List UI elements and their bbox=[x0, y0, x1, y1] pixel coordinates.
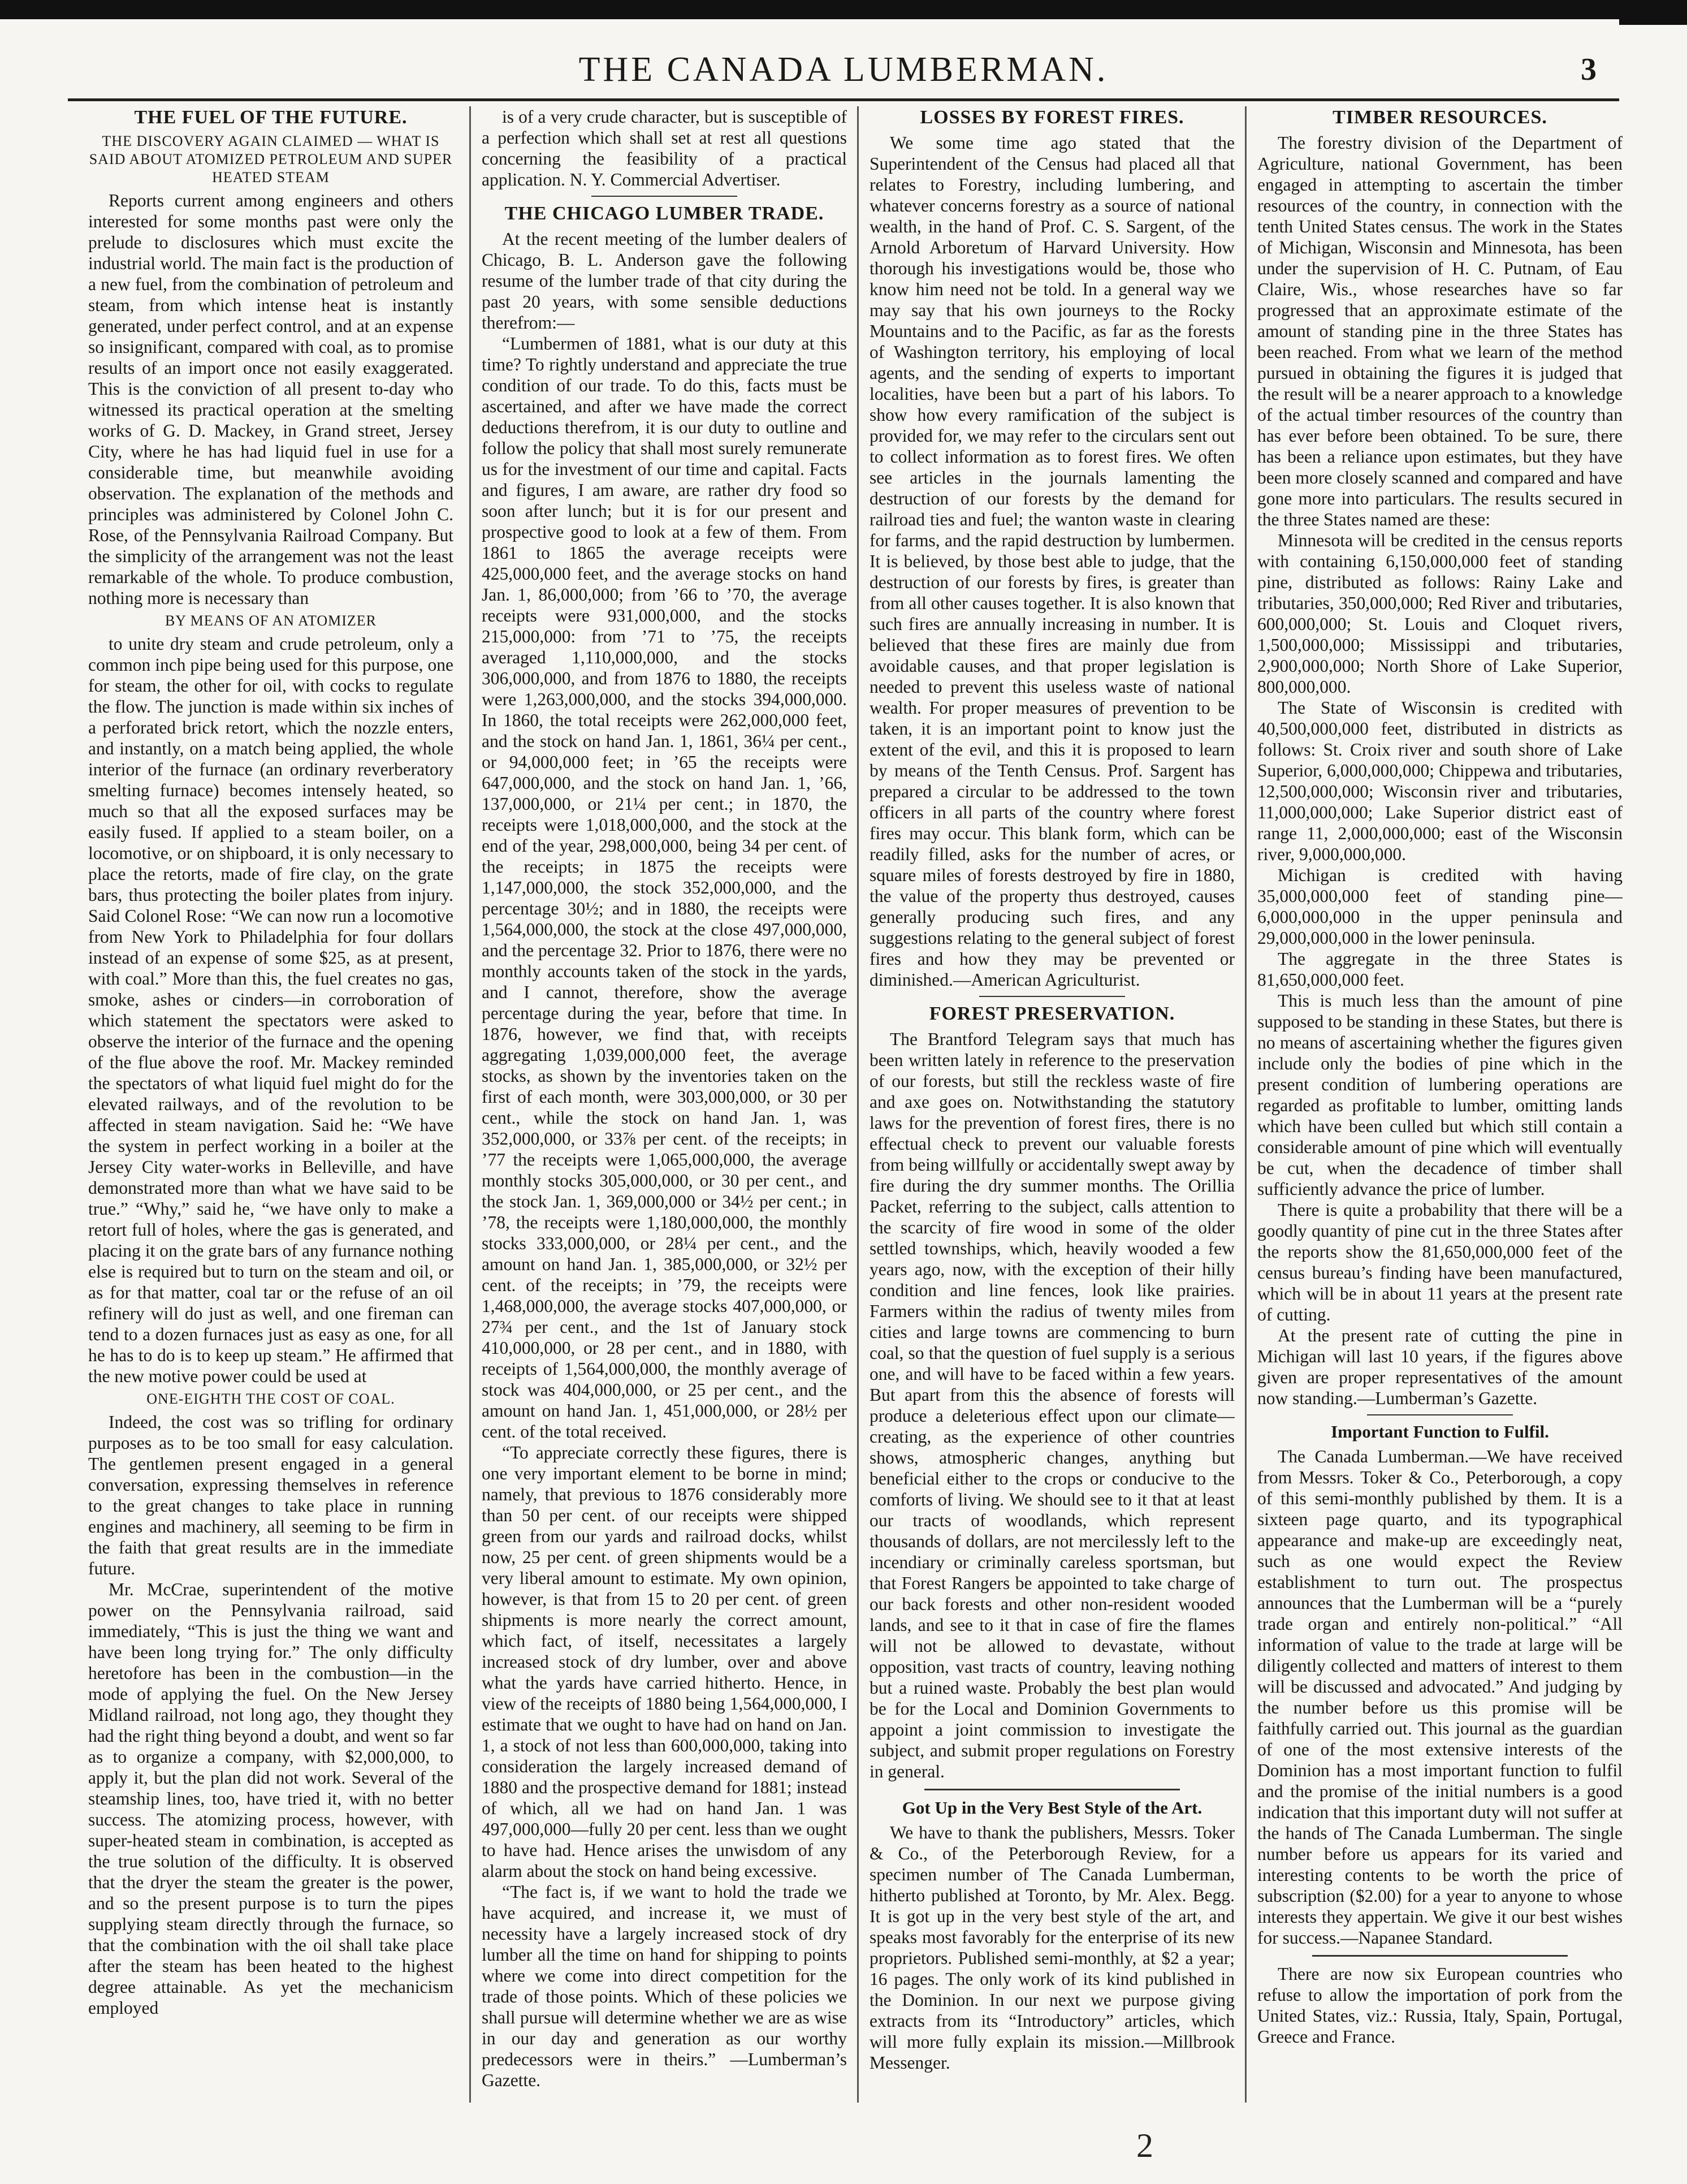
column-divider bbox=[857, 106, 859, 2103]
section-subhead: BY MEANS OF AN ATOMIZER bbox=[165, 612, 377, 629]
article-paragraph: At the recent meeting of the lumber dealers of Chicago, B. L. Anderson gave the following resume of the lumber trade of that city during the past 20 years, with some sensible deductions therefrom:— bbox=[482, 229, 847, 333]
article-paragraph: There are now six European countries who refuse to allow the importation of pork from the United States, viz.: Russia, Italy, Spain, Portugal, Greece and France. bbox=[1257, 1964, 1623, 2047]
article-paragraph: Reports current among engineers and others interested for some months past were only the prelude to disclosures which must excite the industrial world. The main fact is the production of a new fuel, from the combination of petroleum and steam, from which intense heat is instantly generated, under perfect control, and at an expense so insignificant, compared with coal, as to promise results of an import once not easily exaggerated. This is the conviction of all present to-day who witnessed its practical operation at the smelting works of G. D. Mackey, in Grand street, Jersey City, where he has had liquid fuel in use for a considerable time, but meanwhile avoiding observation. The explanation of the methods and principles was administered by Colonel John C. Rose, of the Pennsylvania Railroad Company. But the simplicity of the arrangement was not the least remarkable of the whole. To produce combustion, nothing more is necessary than bbox=[88, 191, 453, 608]
article-paragraph: Indeed, the cost was so trifling for ordinary purposes as to be too small for easy calculation. The gentlemen present engaged in a general conversation, expressing themselves in reference to the great changes to take place in running engines and machinery, all seeming to be firm in the faith that great results are in the immediate future. bbox=[88, 1412, 453, 1578]
column-divider bbox=[469, 106, 471, 2103]
article-paragraph: The Canada Lumberman.—We have received from Messrs. Toker & Co., Peterborough, a copy of this semi-monthly published by them. It is a sixteen page quarto, and its typographical appearance and make-up are exceedingly neat, such as one would expect the Review establishment to turn out. The prospectus announces that the Lumberman will be a “purely trade organ and entirely non-political.” “All information of value to the trade at large will be diligently collected and matters of interest to them will be discussed and advocated.” And judging by the number before us this promise will be faithfully carried out. This journal as the guardian of one of the most extensive interests of the Dominion has a most important function to fulfil and the promise of the initial numbers is a good indication that this important duty will not suffer at the hands of The Canada Lumberman. The single number before us appears for its varied and interesting contents to be worth the price of subscription ($2.00) for a year to anyone to whose interests they appertain. We give it our best wishes for success.—Napanee Standard. bbox=[1257, 1447, 1623, 1948]
page-header bbox=[85, 44, 1602, 95]
footer-mark: 2 bbox=[1136, 2127, 1153, 2164]
column-2 bbox=[482, 106, 847, 2108]
article-title: THE FUEL OF THE FUTURE. bbox=[134, 107, 408, 128]
column-divider bbox=[1245, 106, 1247, 2103]
article-divider bbox=[591, 196, 737, 197]
article-divider bbox=[1312, 1955, 1568, 1957]
top-border-tail bbox=[1619, 19, 1687, 25]
article-paragraph: is of a very crude character, but is susceptible of a perfection which shall set at rest all questions concerning the feasibility of a practical application. N. Y. Commercial Advertiser. bbox=[482, 107, 847, 189]
article-paragraph: “Lumbermen of 1881, what is our duty at this time? To rightly understand and appreciate the true condition of our trade. To do this, facts must be ascertained, and after we have made the correct deductions therefrom, it is our duty to outline and follow the policy that shall most surely remunerate us for the investment of our time and capital. Facts and figures, I am aware, are rather dry food so soon after lunch; but it is for our present and prospective good to look at a few of them. From 1861 to 1865 the average receipts were 425,000,000 feet, and the average stocks on hand Jan. 1, 86,000,000; from ’66 to ’70, the average receipts were 931,000,000, and the stocks 215,000,000: from ’71 to ’75, the receipts averaged 1,110,000,000, and the stocks 306,000,000, and from 1876 to 1880, the receipts were 1,263,000,000, and the stocks 394,000,000. In 1860, the total receipts were 262,000,000 feet, and the stock on hand Jan. 1, 1861, 36¼ per cent., or 94,000,000 feet; in ’65 the receipts were 647,000,000, and the stock on hand Jan. 1, ’66, 137,000,000, or 21¼ per cent.; in 1870, the receipts were 1,018,000,000, and the stock at the end of the year, 298,000,000, being 34 per cent. of the receipts; in 1875 the receipts were 1,147,000,000, the stock 352,000,000, and the percentage 30½; and in 1880, the receipts were 1,564,000,000, the stock at the close 497,000,000, and the percentage 32. Prior to 1876, there were no monthly accounts taken of the stock in the yards, and I cannot, therefore, show the average percentage during the year, before that time. In 1876, however, we find that, with receipts aggregating 1,039,000,000 feet, the average stocks, as shown by the inventories taken on the first of each month, were 303,000,000, or 30 per cent., while the stock on hand Jan. 1, was 352,000,000, or 33⅞ per cent. of the receipts; in ’77 the receipts were 1,065,000,000, the average monthly stocks 305,000,000, or 30 per cent., and the stock Jan. 1, 369,000,000 or 34½ per cent.; in ’78, the receipts were 1,180,000,000, the monthly stocks 333,000,000, or 28¼ per cent., and the amount on hand Jan. 1, 385,000,000, or 32½ per cent. of the receipts; in ’79, the receipts were 1,468,000,000, the average stocks 407,000,000, or 27¾ per cent., and the 1st of January stock 410,000,000, or 28 per cent., and in 1880, with receipts of 1,564,000,000, the monthly average of stock was 404,000,000, or 25 per cent., and the amount on hand Jan. 1, 451,000,000, or 28½ per cent. of the total received. bbox=[482, 334, 847, 1441]
column-1 bbox=[88, 106, 453, 2108]
article-paragraph: to unite dry steam and crude petroleum, only a common inch pipe being used for this purpose, one for steam, the other for oil, with cocks to regulate the flow. The junction is made within six inches of a perforated brick retort, which the nozzle enters, and instantly, on a match being applied, the whole interior of the furnace (an ordinary reverberatory smelting furnace) becomes intensely heated, so much so that all the exposed surfaces may be easily fused. If applied to a steam boiler, on a locomotive, or on shipboard, it is only necessary to place the retorts, made of fire clay, on the grate bars, thus protecting the boiler plates from injury. Said Colonel Rose: “We can now run a locomotive from New York to Philadelphia for four dollars instead of an expense of some $25, as at present, with coal.” More than this, the fuel creates no gas, smoke, ashes or cinders—in corroboration of which statement the spectators were asked to observe the interior of the furnace and the opening of the flue above the roof. Mr. Mackey reminded the spectators of what liquid fuel might do for the elevated railways, and of the revolution to be affected in steam navigation. Said he: “We have the system in perfect working in a boiler at the Jersey City water-works in Belleville, and have demonstrated more than what we have said to be true.” “Why,” said he, “we have only to make a retort full of holes, where the gas is generated, and placing it on the grate bars of any furnance nothing else is required but to turn on the steam and oil, or as for that matter, coal tar or the refuse of an oil refinery will do just as well, and one fireman can tend to a dozen furnaces just as easy as one, for all he has to do is to keep up steam.” He affirmed that the new motive power could be used at bbox=[88, 634, 453, 1386]
article-paragraph: This is much less than the amount of pine supposed to be standing in these States, but there is no means of ascertaining whether the figures given include only the bodies of pine which in the present condition of lumbering operations are regarded as profitable to lumber, omitting lands which have been culled but which still contain a considerable amount of pine which will eventually be cut, when the decadence of timber shall sufficiently advance the price of lumber. bbox=[1257, 991, 1623, 1199]
masthead-title: THE CANADA LUMBERMAN. bbox=[578, 50, 1109, 89]
article-subtitle: THE DISCOVERY AGAIN CLAIMED — WHAT IS SAID ABOUT ATOMIZED PETROLEUM AND SUPER HEATED STEAM bbox=[89, 133, 453, 185]
article-paragraph: The State of Wisconsin is credited with 40,500,000,000 feet, distributed in districts as follows: St. Croix river and south shore of Lake Superior, 6,000,000,000; Chippewa and tributaries, 12,500,000,000; Wisconsin river and tributaries, 11,000,000,000; Lake Superior district east of range 11, 2,000,000,000; east of the Wisconsin river, 9,000,000,000. bbox=[1257, 698, 1623, 864]
article-paragraph: The forestry division of the Department of Agriculture, national Government, has been engaged in attempting to ascertain the timber resources of the country, in connection with the tenth United States census. The work in the States of Michigan, Wisconsin and Minnesota, has been under the supervision of H. C. Putnam, of Eau Claire, Wis., whose researches have so far progressed that an approximate estimate of the amount of standing pine in the three States has been reached. From what we learn of the method pursued in obtaining the figures it is judged that the result will be a nearer approach to a knowledge of the actual timber resources of the country than has ever before been obtained. To be sure, there has been a reliance upon estimates, but they have been more closely scanned and compared and have gone more into particulars. The results secured in the three States named are these: bbox=[1257, 133, 1623, 529]
article-paragraph: Minnesota will be credited in the census reports with containing 6,150,000,000 feet of standing pine, distributed as follows: Rainy Lake and tributaries, 350,000,000; Red River and tributaries, 600,000,000; St. Louis and Cloquet rivers, 1,500,000,000; Mississippi and tributaries, 2,900,000,000; North Shore of Lake Superior, 800,000,000. bbox=[1257, 530, 1623, 697]
article-paragraph: We some time ago stated that the Superintendent of the Census had placed all that relates to Forestry, including lumbering, and whatever concerns forestry as a source of national wealth, in the hand of Prof. C. S. Sargent, of the Arnold Arboretum of Harvard University. How thorough his investigations would be, those who know him need not be told. In a general way we may say that his own journeys to the Rocky Mountains and to the Pacific, as far as the forests of Washington territory, his employing of local agents, and the sending of experts to important localities, have been but a part of his labors. To show how every ramification of the subject is provided for, we may refer to the circulars sent out to collect information as to forest fires. We often see articles in the journals lamenting the destruction of our forests by the demand for railroad ties and fuel; the wanton waste in clearing for farms, and the rapid destruction by lumbermen. It is believed, by those best able to judge, that the destruction of our forests by fires, is greater than from all other causes together. It is also known that such fires are annually increasing in number. It is believed that these fires are mainly due from avoidable causes, and that proper legislation is needed to prevent this useless waste of national wealth. For proper measures of prevention to be taken, it is an important point to know just the extent of the evil, and this it is proposed to learn by means of the Tenth Census. Prof. Sargent has prepared a circular to be addressed to the town officers in all parts of the country where forest fires may occur. This blank form, which can be readily filled, asks for the number of acres, or square miles of forests destroyed by fire in 1880, the value of the property thus destroyed, causes generally producing such fires, and any suggestions relating to the general subject of forest fires and how they may be prevented or diminished.—American Agriculturist. bbox=[870, 133, 1235, 990]
top-border-bar bbox=[0, 0, 1687, 19]
article-title: THE CHICAGO LUMBER TRADE. bbox=[504, 203, 824, 224]
column-4 bbox=[1257, 106, 1623, 2108]
article-paragraph: “The fact is, if we want to hold the trade we have acquired, and increase it, we must of necessity have a largely increased stock of dry lumber all the time on hand for shipping to points where we come into direct competition for the trade of those points. Which of these policies we shall pursue will determine whether we are as wise in our day and generation as our worthy predecessors were in theirs.” —Lumberman’s Gazette. bbox=[482, 1882, 847, 2090]
article-paragraph: Mr. McCrae, superintendent of the motive power on the Pennsylvania railroad, said immediately, “This is just the thing we want and have been long trying for.” The only difficulty heretofore has been in the combustion—in the mode of applying the fuel. On the New Jersey Midland railroad, not long ago, they thought they had the right thing beyond a doubt, and went so far as to organize a company, with $2,000,000, to apply it, but the plan did not work. Several of the steamship lines, too, have tried it, with no better success. The atomizing process, however, with super-heated steam in combination, is accepted as the true solution of the difficulty. It is observed that the dryer the steam the greater is the power, and so the present purpose is to turn the pipes supplying steam directly through the furnace, so that the combination with the oil shall take place after the steam has been heated to the highest degree attainable. As yet the mechanicism employed bbox=[88, 1579, 453, 2018]
article-divider bbox=[1367, 1414, 1513, 1415]
article-paragraph: The aggregate in the three States is 81,650,000,000 feet. bbox=[1257, 949, 1623, 990]
article-title: TIMBER RESOURCES. bbox=[1333, 107, 1547, 128]
page-number: 3 bbox=[1581, 52, 1597, 87]
article-paragraph: Michigan is credited with having 35,000,000,000 feet of standing pine—6,000,000,000 in the upper peninsula and 29,000,000,000 in the lower peninsula. bbox=[1257, 865, 1623, 948]
header-rule bbox=[68, 98, 1619, 101]
article-paragraph: The Brantford Telegram says that much has been written lately in reference to the preservation of our forests, but still the reckless waste of fire and axe goes on. Notwithstanding the statutory laws for the prevention of forest fires, there is no effectual check to prevent our valuable forests from being willfully or accidentally swept away by fire during the dry summer months. The Orillia Packet, referring to the subject, calls attention to the scarcity of fire wood in some of the older settled townships, which, heavily wooded a few years ago, now, with the exception of their hilly condition and line fences, look like prairies. Farmers within the radius of twenty miles from cities and large towns are commencing to burn coal, so that the question of fuel supply is a serious one, and will have to be faced within a few years. But apart from this the absence of forests will produce a deleterious effect upon our climate—creating, as the experience of other countries shows, atmospheric changes, anything but beneficial either to the crops or conducive to the comforts of living. We should see to it that at least our tracts of woodlands, which represent thousands of dollars, are not mercilessly left to the incendiary or criminally careless sportsman, but that Forest Rangers be appointed to take charge of our back forests and other non-resident wooded lands, and see to it that in case of fire the flames will not be allowed to devastate, without opposition, vast tracts of country, leaving nothing but a ruined waste. Probably the best plan would be for the Local and Dominion Governments to appoint a joint commission to investigate the subject, and submit proper regulations on Forestry in general. bbox=[870, 1029, 1235, 1781]
section-subhead: ONE-EIGHTH THE COST OF COAL. bbox=[146, 1391, 395, 1407]
article-paragraph: We have to thank the publishers, Messrs. Toker & Co., of the Peterborough Review, for a specimen number of The Canada Lumberman, hitherto published at Toronto, by Mr. Alex. Begg. It is got up in the very best style of the art, and speaks most favorably for the enterprise of its new proprietors. Published semi-monthly, at $2 a year; 16 pages. The only work of its kind published in the Dominion. In our next we purpose giving extracts from its “Introductory” articles, which will more fully explain its mission.—Millbrook Messenger. bbox=[870, 1823, 1235, 2073]
article-paragraph: “To appreciate correctly these figures, there is one very important element to be borne in mind; namely, that previous to 1876 considerably more than 50 per cent. of our receipts were shipped green from our yards and railroad docks, whilst now, 25 per cent. of green shipments would be a very liberal amount to estimate. My own opinion, however, is that from 15 to 20 per cent. of green shipments is more nearly the correct amount, which fact, of itself, necessitates a largely increased stock of dry lumber, over and above what the yards have carried hitherto. Hence, in view of the receipts of 1880 being 1,564,000,000, I estimate that we ought to have had on hand on Jan. 1, a stock of not less than 600,000,000, taking into consideration the largely increased demand of 1880 and the prospective demand for 1881; instead of which, all we had on hand Jan. 1 was 497,000,000—fully 20 per cent. less than we ought to have had. Hence arises the unwisdom of any alarm about the stock on hand being excessive. bbox=[482, 1443, 847, 1881]
article-paragraph: At the present rate of cutting the pine in Michigan will last 10 years, if the figures above given are proper representatives of the amount now standing.—Lumberman’s Gazette. bbox=[1257, 1326, 1623, 1408]
article-title: LOSSES BY FOREST FIRES. bbox=[920, 107, 1184, 128]
article-title: FOREST PRESERVATION. bbox=[929, 1003, 1175, 1024]
column-3 bbox=[870, 106, 1235, 2108]
article-paragraph: There is quite a probability that there will be a goodly quantity of pine cut in the three States after the reports show the 81,650,000,000 feet of the census bureau’s finding have been manufactured, which will be in about 11 years at the present rate of cutting. bbox=[1257, 1200, 1623, 1324]
article-divider bbox=[979, 996, 1125, 997]
article-divider bbox=[924, 1789, 1180, 1790]
article-title: Got Up in the Very Best Style of the Art. bbox=[902, 1798, 1202, 1818]
article-title: Important Function to Fulfil. bbox=[1331, 1422, 1549, 1441]
